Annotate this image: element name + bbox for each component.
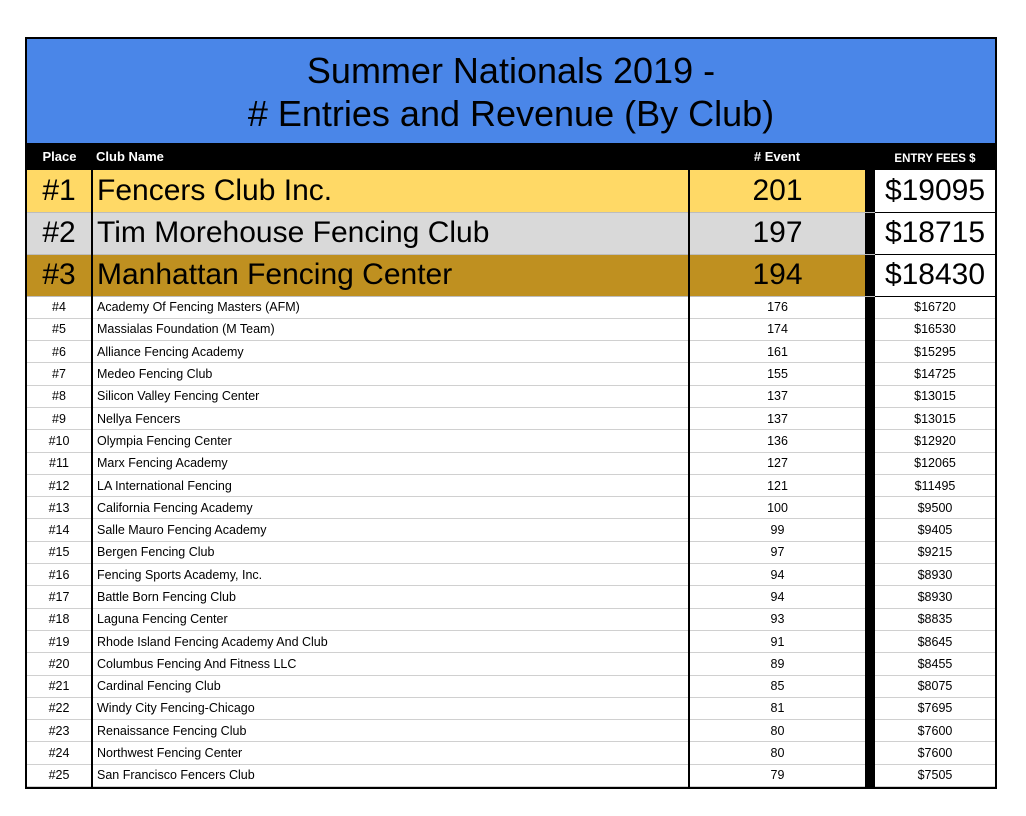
club-name-cell: Manhattan Fencing Center	[92, 254, 689, 296]
event-count-cell: 197	[689, 212, 865, 254]
place-cell: #19	[27, 630, 92, 652]
column-divider	[865, 742, 875, 764]
column-divider	[865, 586, 875, 608]
entry-fee-cell: $9500	[875, 497, 995, 519]
table-body	[27, 170, 995, 787]
club-name-cell: Marx Fencing Academy	[92, 452, 689, 474]
column-divider	[865, 697, 875, 719]
entry-fee-cell: $8930	[875, 564, 995, 586]
column-divider	[865, 296, 875, 318]
entry-fee-cell: $15295	[875, 341, 995, 363]
club-name-cell: Academy Of Fencing Masters (AFM)	[92, 296, 689, 318]
club-name-cell: Battle Born Fencing Club	[92, 586, 689, 608]
event-count-cell: 100	[689, 497, 865, 519]
club-name-cell: Cardinal Fencing Club	[92, 675, 689, 697]
event-count-cell: 80	[689, 720, 865, 742]
column-divider	[865, 675, 875, 697]
column-divider	[865, 474, 875, 496]
club-name-cell: California Fencing Academy	[92, 497, 689, 519]
column-divider	[865, 452, 875, 474]
table-row	[27, 407, 995, 429]
table-row	[27, 474, 995, 496]
place-cell: #4	[27, 296, 92, 318]
club-name-cell: Columbus Fencing And Fitness LLC	[92, 653, 689, 675]
place-cell: #9	[27, 407, 92, 429]
club-name-cell: Nellya Fencers	[92, 407, 689, 429]
place-cell: #6	[27, 341, 92, 363]
table-row	[27, 519, 995, 541]
place-cell: #17	[27, 586, 92, 608]
entry-fee-cell: $12065	[875, 452, 995, 474]
place-cell: #7	[27, 363, 92, 385]
place-cell: #22	[27, 697, 92, 719]
event-count-cell: 176	[689, 296, 865, 318]
entry-fee-cell: $8075	[875, 675, 995, 697]
table-row	[27, 341, 995, 363]
column-divider	[865, 608, 875, 630]
event-count-cell: 194	[689, 254, 865, 296]
entry-fee-cell: $7505	[875, 764, 995, 786]
place-cell: #3	[27, 254, 92, 296]
results-table	[27, 143, 995, 787]
club-name-cell: LA International Fencing	[92, 474, 689, 496]
entry-fee-cell: $18430	[875, 254, 995, 296]
table-row	[27, 675, 995, 697]
table-row	[27, 452, 995, 474]
table-row	[27, 697, 995, 719]
table-row	[27, 564, 995, 586]
table-row	[27, 385, 995, 407]
event-count-cell: 79	[689, 764, 865, 786]
table-row	[27, 742, 995, 764]
column-divider	[865, 519, 875, 541]
club-name-cell: Renaissance Fencing Club	[92, 720, 689, 742]
event-count-cell: 81	[689, 697, 865, 719]
column-divider	[865, 363, 875, 385]
event-count-cell: 89	[689, 653, 865, 675]
column-divider	[865, 497, 875, 519]
column-divider	[865, 764, 875, 786]
table-row	[27, 430, 995, 452]
entry-fee-cell: $8645	[875, 630, 995, 652]
entry-fee-cell: $18715	[875, 212, 995, 254]
place-cell: #12	[27, 474, 92, 496]
place-cell: #15	[27, 541, 92, 563]
header-place: Place	[42, 149, 77, 164]
entry-fee-cell: $11495	[875, 474, 995, 496]
club-name-cell: Northwest Fencing Center	[92, 742, 689, 764]
club-name-cell: Fencing Sports Academy, Inc.	[92, 564, 689, 586]
club-name-cell: Bergen Fencing Club	[92, 541, 689, 563]
table-row	[27, 720, 995, 742]
table-row	[27, 541, 995, 563]
event-count-cell: 161	[689, 341, 865, 363]
entry-fee-cell: $8455	[875, 653, 995, 675]
entry-fee-cell: $7695	[875, 697, 995, 719]
column-divider	[865, 407, 875, 429]
table-row	[27, 296, 995, 318]
table-row	[27, 363, 995, 385]
event-count-cell: 94	[689, 586, 865, 608]
club-name-cell: Alliance Fencing Academy	[92, 341, 689, 363]
event-count-cell: 136	[689, 430, 865, 452]
entry-fee-cell: $12920	[875, 430, 995, 452]
place-cell: #18	[27, 608, 92, 630]
place-cell: #21	[27, 675, 92, 697]
column-divider	[865, 254, 875, 296]
event-count-cell: 137	[689, 407, 865, 429]
club-name-cell: Tim Morehouse Fencing Club	[92, 212, 689, 254]
place-cell: #1	[27, 170, 92, 212]
event-count-cell: 80	[689, 742, 865, 764]
event-count-cell: 127	[689, 452, 865, 474]
event-count-cell: 94	[689, 564, 865, 586]
entry-fee-cell: $19095	[875, 170, 995, 212]
place-cell: #16	[27, 564, 92, 586]
place-cell: #13	[27, 497, 92, 519]
column-divider	[865, 564, 875, 586]
column-divider	[865, 341, 875, 363]
event-count-cell: 99	[689, 519, 865, 541]
place-cell: #20	[27, 653, 92, 675]
club-name-cell: Rhode Island Fencing Academy And Club	[92, 630, 689, 652]
place-cell: #14	[27, 519, 92, 541]
club-name-cell: Olympia Fencing Center	[92, 430, 689, 452]
club-name-cell: Silicon Valley Fencing Center	[92, 385, 689, 407]
entry-fee-cell: $8930	[875, 586, 995, 608]
place-cell: #23	[27, 720, 92, 742]
entry-fee-cell: $7600	[875, 720, 995, 742]
entry-fee-cell: $8835	[875, 608, 995, 630]
title-line-2: # Entries and Revenue (By Club)	[247, 93, 775, 134]
column-divider	[865, 720, 875, 742]
place-cell: #24	[27, 742, 92, 764]
place-cell: #2	[27, 212, 92, 254]
column-divider	[865, 170, 875, 212]
entry-fee-cell: $7600	[875, 742, 995, 764]
table-row	[27, 497, 995, 519]
event-count-cell: 201	[689, 170, 865, 212]
spreadsheet	[25, 37, 997, 789]
entry-fee-cell: $9405	[875, 519, 995, 541]
entry-fee-cell: $9215	[875, 541, 995, 563]
club-name-cell: Massialas Foundation (M Team)	[92, 318, 689, 340]
table-row	[27, 212, 995, 254]
table-row	[27, 586, 995, 608]
event-count-cell: 85	[689, 675, 865, 697]
club-name-cell: Fencers Club Inc.	[92, 170, 689, 212]
club-name-cell: Laguna Fencing Center	[92, 608, 689, 630]
entry-fee-cell: $16530	[875, 318, 995, 340]
header-gap	[865, 143, 875, 170]
header-entry-fees: ENTRY FEES $	[894, 153, 976, 165]
title-banner	[27, 39, 995, 143]
table-row	[27, 653, 995, 675]
event-count-cell: 121	[689, 474, 865, 496]
table-row	[27, 318, 995, 340]
club-name-cell: San Francisco Fencers Club	[92, 764, 689, 786]
place-cell: #10	[27, 430, 92, 452]
place-cell: #11	[27, 452, 92, 474]
table-row	[27, 170, 995, 212]
title-line-1: Summer Nationals 2019 -	[306, 50, 716, 91]
event-count-cell: 91	[689, 630, 865, 652]
event-count-cell: 155	[689, 363, 865, 385]
club-name-cell: Windy City Fencing-Chicago	[92, 697, 689, 719]
header-row	[27, 143, 995, 170]
event-count-cell: 93	[689, 608, 865, 630]
entry-fee-cell: $16720	[875, 296, 995, 318]
place-cell: #5	[27, 318, 92, 340]
place-cell: #8	[27, 385, 92, 407]
event-count-cell: 137	[689, 385, 865, 407]
club-name-cell: Medeo Fencing Club	[92, 363, 689, 385]
event-count-cell: 174	[689, 318, 865, 340]
header-events: # Event	[753, 149, 801, 164]
table-row	[27, 254, 995, 296]
column-divider	[865, 630, 875, 652]
column-divider	[865, 318, 875, 340]
column-divider	[865, 212, 875, 254]
table-row	[27, 630, 995, 652]
entry-fee-cell: $14725	[875, 363, 995, 385]
table-row	[27, 764, 995, 786]
column-divider	[865, 385, 875, 407]
entry-fee-cell: $13015	[875, 407, 995, 429]
column-divider	[865, 653, 875, 675]
event-count-cell: 97	[689, 541, 865, 563]
column-divider	[865, 541, 875, 563]
column-divider	[865, 430, 875, 452]
club-name-cell: Salle Mauro Fencing Academy	[92, 519, 689, 541]
table-row	[27, 608, 995, 630]
place-cell: #25	[27, 764, 92, 786]
entry-fee-cell: $13015	[875, 385, 995, 407]
header-club-name: Club Name	[96, 149, 164, 164]
